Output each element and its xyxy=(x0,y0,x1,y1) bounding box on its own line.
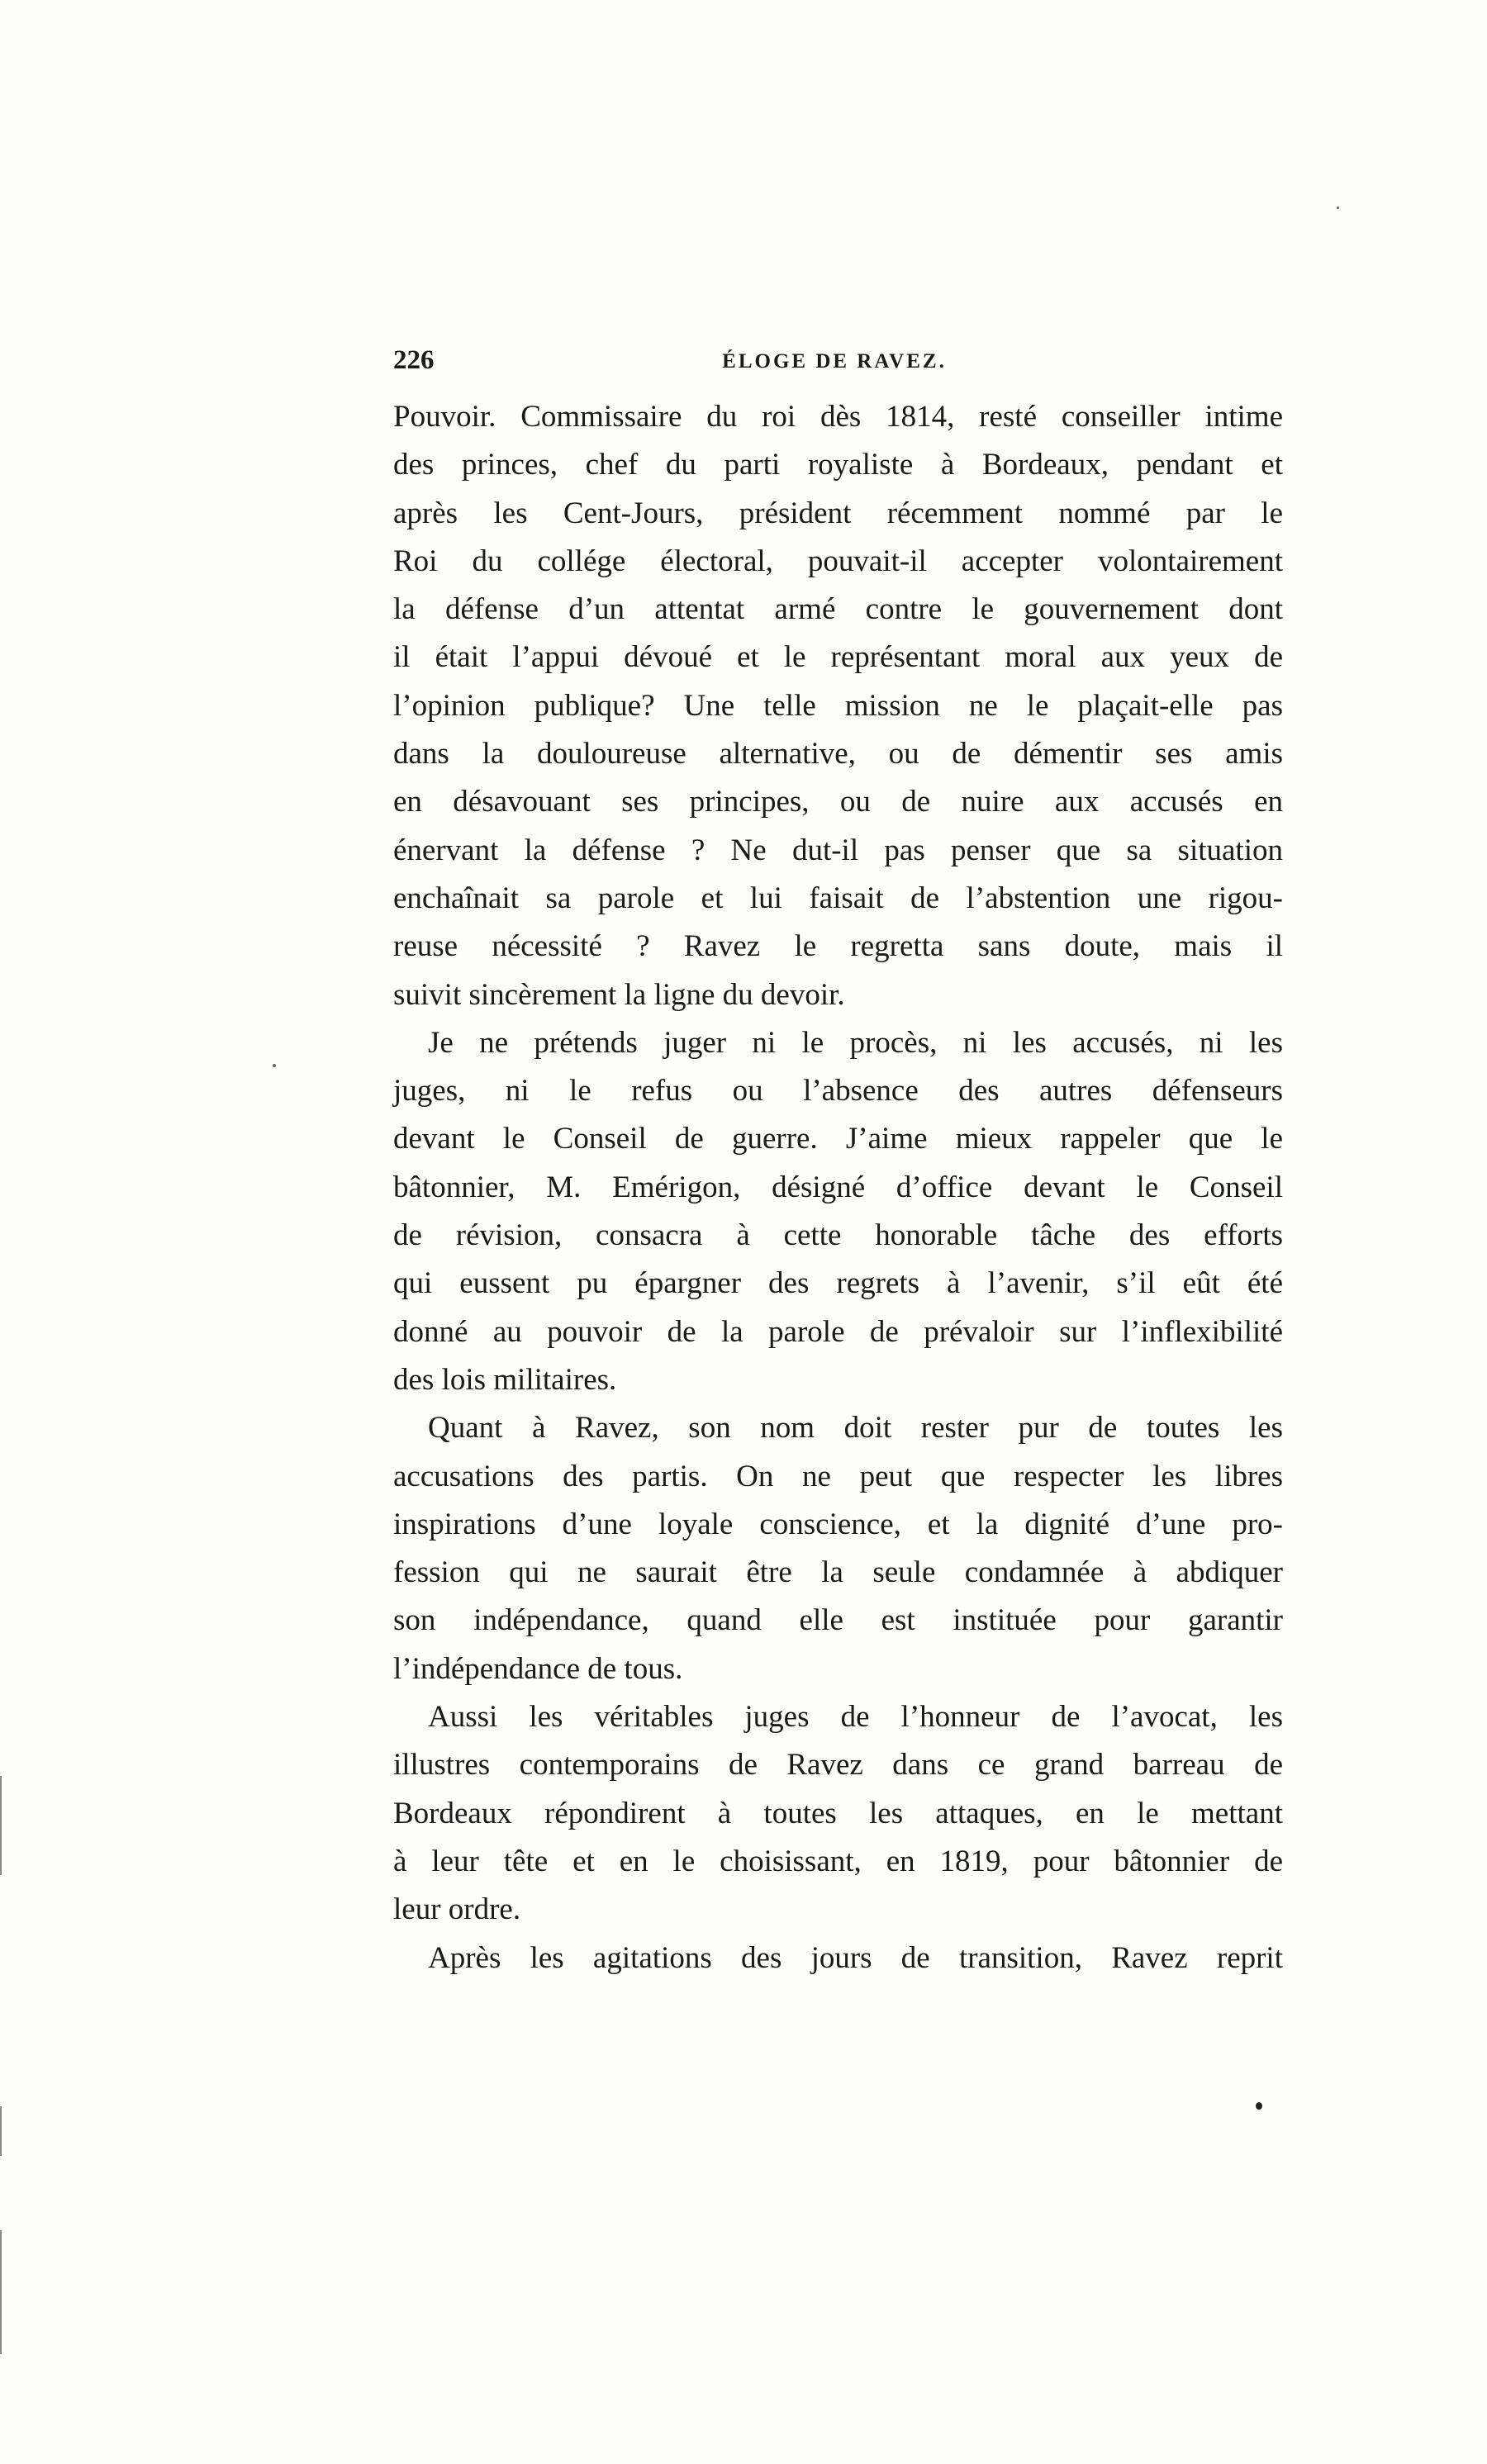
body-text xyxy=(393,393,1283,1982)
text-line: à leur tête et en le choisissant, en 1819, pour bâtonnier de xyxy=(393,1844,1283,1878)
text-line: il était l’appui dévoué et le représentant moral aux yeux de xyxy=(393,640,1283,675)
page-number: 226 xyxy=(393,345,435,375)
text-line: accusations des partis. On ne peut que respecter les libres xyxy=(393,1459,1283,1493)
running-head: ÉLOGE DE RAVEZ. xyxy=(722,350,947,373)
text-line: l’indépendance de tous. xyxy=(393,1651,683,1686)
text-line: Après les agitations des jours de transition, Ravez reprit xyxy=(428,1940,1283,1975)
text-line: inspirations d’une loyale conscience, et la dignité d’une pro- xyxy=(393,1507,1283,1541)
text-line: des lois militaires. xyxy=(393,1362,617,1397)
text-line: des princes, chef du parti royaliste à Bordeaux, pendant et xyxy=(393,448,1283,482)
text-line: Pouvoir. Commissaire du roi dès 1814, resté conseiller intime xyxy=(393,400,1283,434)
scan-speck xyxy=(1337,207,1339,209)
text-line: Aussi les véritables juges de l’honneur de l’avocat, les xyxy=(428,1700,1283,1735)
text-line: suivit sincèrement la ligne du devoir. xyxy=(393,977,845,1012)
text-line: la défense d’un attentat armé contre le gouvernement dont xyxy=(393,592,1283,627)
text-line: l’opinion publique? Une telle mission ne le plaçait-elle pas xyxy=(393,688,1283,723)
text-line: de révision, consacra à cette honorable tâche des efforts xyxy=(393,1218,1283,1253)
text-line: bâtonnier, M. Emérigon, désigné d’office devant le Conseil xyxy=(393,1170,1283,1204)
text-line: Quant à Ravez, son nom doit rester pur de toutes les xyxy=(428,1411,1283,1446)
text-line: leur ordre. xyxy=(393,1892,521,1927)
text-line: en désavouant ses principes, ou de nuire aux accusés en xyxy=(393,785,1283,819)
text-line: juges, ni le refus ou l’absence des autres défenseurs xyxy=(393,1074,1283,1109)
scan-speck xyxy=(273,1064,276,1067)
text-line: donné au pouvoir de la parole de prévaloir sur l’inflexibilité xyxy=(393,1314,1283,1349)
text-line: reuse nécessité ? Ravez le regretta sans doute, mais il xyxy=(393,929,1283,964)
scan-speck xyxy=(1256,2102,1262,2110)
scan-edge-mark xyxy=(0,2106,2,2156)
text-line: Bordeaux répondirent à toutes les attaques, en le mettant xyxy=(393,1796,1283,1830)
text-line: son indépendance, quand elle est instituée pour garantir xyxy=(393,1603,1283,1638)
text-line: dans la douloureuse alternative, ou de démentir ses amis xyxy=(393,737,1283,771)
text-line: énervant la défense ? Ne dut-il pas penser que sa situation xyxy=(393,833,1283,867)
scan-edge-mark xyxy=(0,2230,2,2354)
text-line: devant le Conseil de guerre. J’aime mieux rappeler que le xyxy=(393,1122,1283,1156)
text-line: Roi du collége électoral, pouvait-il accepter volontairement xyxy=(393,544,1283,578)
text-line: enchaînait sa parole et lui faisait de l’abstention une rigou- xyxy=(393,881,1283,915)
text-line: fession qui ne saurait être la seule condamnée à abdiquer xyxy=(393,1555,1283,1590)
scan-edge-mark xyxy=(0,1776,2,1875)
text-line: Je ne prétends juger ni le procès, ni les accusés, ni les xyxy=(428,1025,1283,1060)
text-line: après les Cent-Jours, président récemment nommé par le xyxy=(393,496,1283,530)
text-line: qui eussent pu épargner des regrets à l’avenir, s’il eût été xyxy=(393,1266,1283,1301)
text-line: illustres contemporains de Ravez dans ce grand barreau de xyxy=(393,1748,1283,1783)
